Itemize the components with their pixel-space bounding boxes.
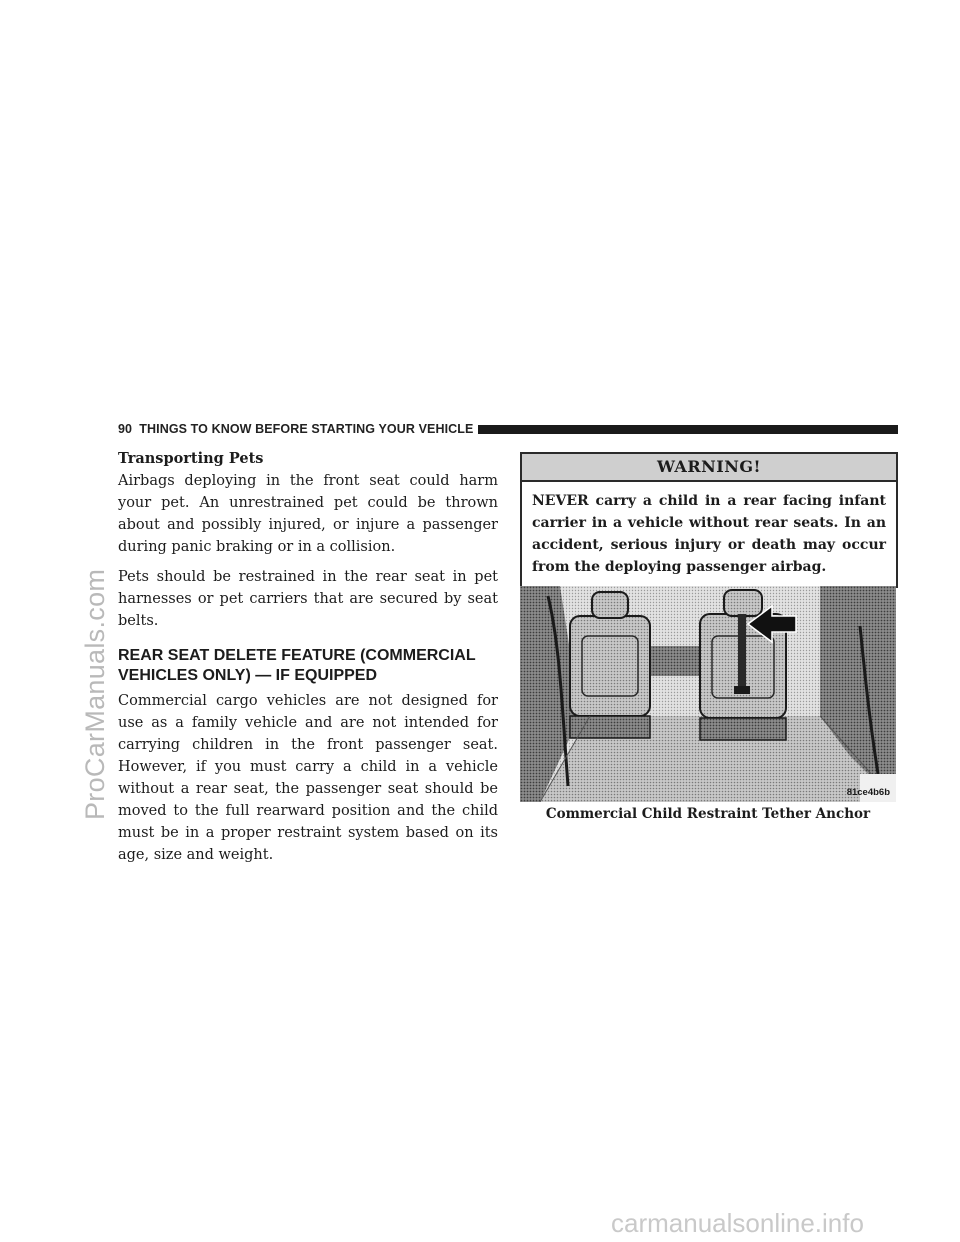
section-title: THINGS TO KNOW BEFORE STARTING YOUR VEHICLE: [139, 422, 474, 436]
pets-paragraph-2: Pets should be restrained in the rear seat in pet harnesses or pet carriers that are secured by seat belts.: [118, 569, 498, 629]
page-number: 90: [118, 422, 133, 436]
pets-paragraph-1: Airbags deploying in the front seat could harm your pet. An unrestrained pet could be thrown about and possibly injured, or injure a passenger during panic braking or in a collision.: [118, 473, 498, 555]
header-rule: [478, 425, 898, 434]
figure-code: 81ce4b6b: [846, 787, 890, 798]
header-text: [118, 422, 473, 436]
rear-seat-heading: REAR SEAT DELETE FEATURE (COMMERCIAL VEHICLES ONLY) — IF EQUIPPED: [118, 647, 476, 684]
rear-seat-paragraph: Commercial cargo vehicles are not designed for use as a family vehicle and are not intended for carrying children in the front passenger seat. However, if you must carry a child in a vehicle without a rear seat, the passenger seat should be moved to the full rearward position and the child must be in a proper restraint system based on its age, size and weight.: [118, 693, 498, 863]
left-column: [118, 448, 498, 874]
page-header: [118, 420, 898, 438]
warning-body: NEVER carry a child in a rear facing infant carrier in a vehicle without rear seats. In an accident, serious injury or death may occur from the deploying passenger airbag.: [532, 493, 886, 575]
side-watermark: ProCarManuals.com: [80, 568, 110, 820]
pets-heading: Transporting Pets: [118, 450, 264, 467]
warning-box: [520, 452, 898, 588]
figure-caption: Commercial Child Restraint Tether Anchor: [545, 806, 871, 822]
warning-title: WARNING!: [522, 454, 896, 482]
figure-cargo-area: [520, 586, 896, 802]
bottom-watermark: carmanualsonline.info: [611, 1208, 864, 1238]
cargo-area-illustration: [520, 586, 896, 802]
